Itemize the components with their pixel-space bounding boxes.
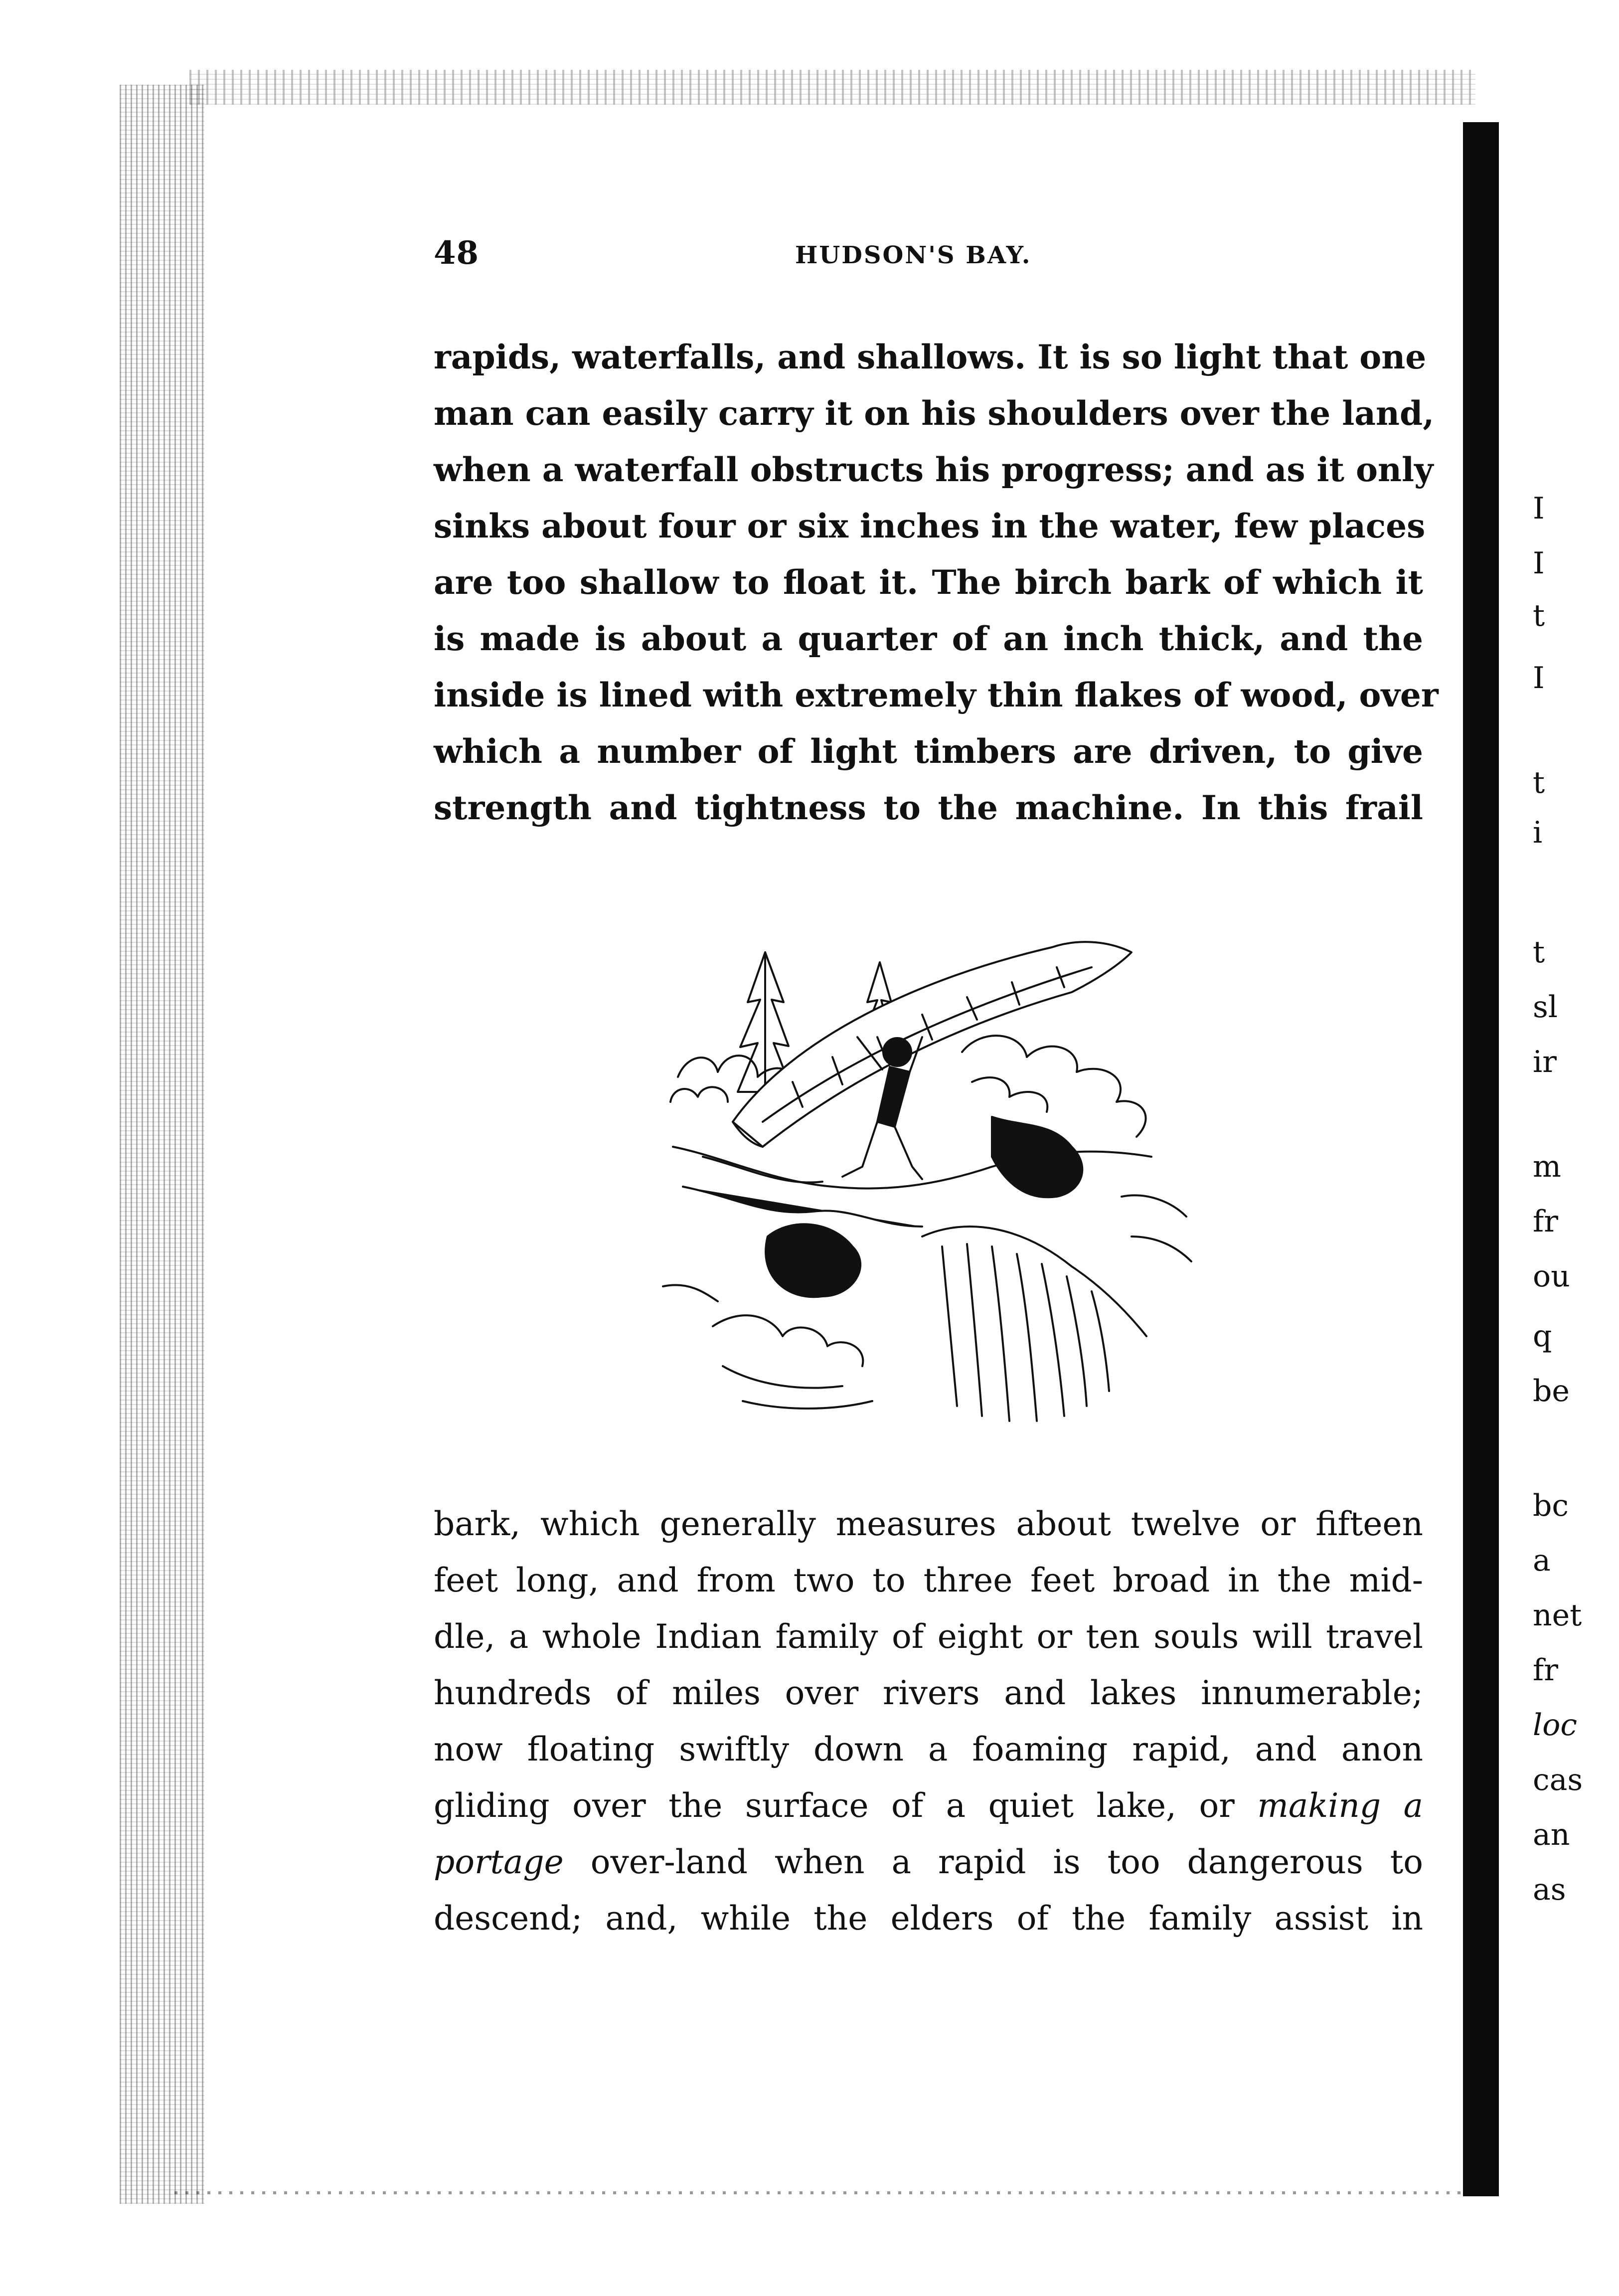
text-line: hundreds of miles over rivers and lakes innumerable;	[434, 1674, 1423, 1712]
neighbor-fragment: sl	[1533, 990, 1558, 1025]
text-line: man can easily carry it on his shoulders over the land,	[434, 394, 1435, 433]
neighbor-page-fragments	[1533, 0, 1619, 2296]
text-line: bark, which generally measures about twelve or fifteen	[434, 1505, 1423, 1543]
binding-edge	[120, 85, 204, 2204]
neighbor-fragment: net	[1533, 1598, 1582, 1633]
italic-phrase: portage	[434, 1843, 564, 1881]
neighbor-fragment: I	[1533, 661, 1545, 696]
text-segment: gliding over the surface of a quiet lake, or	[434, 1786, 1235, 1825]
neighbor-fragment: m	[1533, 1149, 1561, 1184]
text-line-with-italic	[434, 1834, 1423, 1890]
neighbor-fragment: I	[1533, 546, 1545, 581]
page-number: 48	[434, 234, 480, 272]
neighbor-fragment: i	[1533, 815, 1543, 850]
neighbor-fragment: be	[1533, 1374, 1570, 1409]
paragraph-bottom	[434, 1496, 1423, 1946]
gutter-shadow	[1463, 122, 1499, 2196]
text-line: feet long, and from two to three feet broad in the mid-	[434, 1561, 1423, 1599]
text-line-with-italic	[434, 1777, 1423, 1834]
text-segment: over-land when a rapid is too dangerous to	[590, 1843, 1423, 1881]
paragraph-top	[434, 329, 1439, 836]
text-line: which a number of light timbers are driven, to give	[434, 732, 1423, 771]
text-line: are too shallow to float it. The birch bark of which it	[434, 563, 1423, 602]
page-bottom-edge	[174, 2191, 1465, 2194]
neighbor-fragment: ir	[1533, 1045, 1557, 1079]
canoe-portage-illustration	[643, 887, 1236, 1436]
neighbor-fragment: I	[1533, 491, 1545, 526]
neighbor-fragment: ou	[1533, 1259, 1570, 1294]
neighbor-fragment: fr	[1533, 1204, 1558, 1239]
text-line: inside is lined with extremely thin flakes of wood, over	[434, 676, 1439, 714]
text-line: strength and tightness to the machine. In this frail	[434, 788, 1423, 827]
text-line: rapids, waterfalls, and shallows. It is so light that one	[434, 338, 1427, 376]
neighbor-fragment: q	[1533, 1319, 1552, 1354]
neighbor-fragment: an	[1533, 1817, 1570, 1852]
neighbor-fragment: t	[1533, 935, 1545, 970]
italic-phrase: making a	[1257, 1786, 1423, 1825]
text-line: now floating swiftly down a foaming rapid, and anon	[434, 1730, 1423, 1768]
text-line: when a waterfall obstructs his progress; and as it only	[434, 450, 1434, 489]
neighbor-fragment: t	[1533, 765, 1545, 800]
running-title: HUDSON'S BAY.	[795, 241, 1032, 269]
text-line: is made is about a quarter of an inch thick, and the	[434, 619, 1423, 658]
page-top-edge	[189, 70, 1475, 105]
neighbor-fragment: as	[1533, 1872, 1566, 1907]
neighbor-fragment: cas	[1533, 1763, 1583, 1797]
text-line: descend; and, while the elders of the family assist in	[434, 1899, 1423, 1938]
neighbor-fragment: a	[1533, 1543, 1551, 1578]
neighbor-fragment: loc	[1533, 1708, 1577, 1743]
neighbor-fragment: bc	[1533, 1488, 1569, 1523]
neighbor-fragment: fr	[1533, 1653, 1558, 1688]
running-head	[434, 234, 1431, 279]
text-line: dle, a whole Indian family of eight or ten souls will travel	[434, 1617, 1423, 1656]
text-line: sinks about four or six inches in the water, few places	[434, 507, 1426, 545]
neighbor-fragment: t	[1533, 598, 1545, 633]
